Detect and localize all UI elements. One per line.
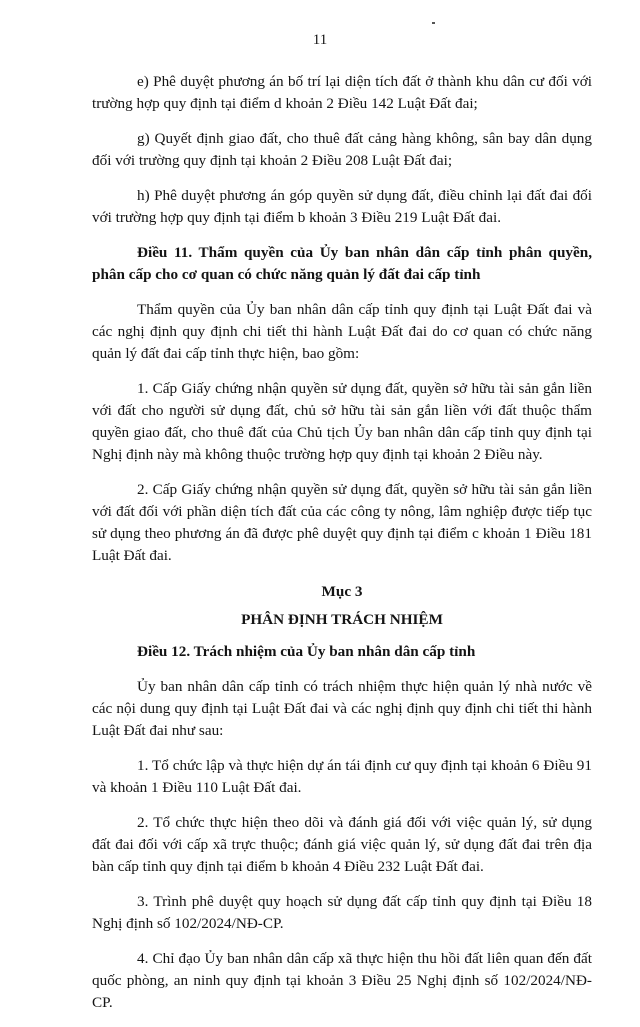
article-11-intro: Thẩm quyền của Ủy ban nhân dân cấp tỉnh quy định tại Luật Đất đai và các nghị định quy định chi tiết thi hành Luật Đất đai do cơ quan có chức năng quản lý đất đai cấp tỉnh thực hiện, bao gồm: [92,301,592,362]
article-12-item-3: 3. Trình phê duyệt quy hoạch sử dụng đất cấp tỉnh quy định tại Điều 18 Nghị định số 102/2024/NĐ-CP. [92,893,592,932]
article-11-item-2: 2. Cấp Giấy chứng nhận quyền sử dụng đất, quyền sở hữu tài sản gắn liền với đất đối với phần diện tích đất của các công ty nông, lâm nghiệp được tiếp tục sử dụng theo phương án đã được phê duyệt quy định tại điểm c khoản 1 Điều 181 Luật Đất đai. [92,481,592,564]
article-12-item-2: 2. Tổ chức thực hiện theo dõi và đánh giá đối với việc quản lý, sử dụng đất đai đối với cấp xã trực thuộc; đánh giá việc quản lý, sử dụng đất đai trên địa bàn cấp tỉnh quy định tại điểm b khoản 4 Điều 232 Luật Đất đai. [92,814,592,875]
section-number: Mục 3 [321,583,363,600]
scan-mark [432,22,435,24]
article-11-title: Điều 11. Thẩm quyền của Ủy ban nhân dân cấp tỉnh phân quyền, phân cấp cho cơ quan có chức năng quản lý đất đai cấp tỉnh [92,244,592,283]
page-number: 11 [312,32,328,48]
article-12-intro: Ủy ban nhân dân cấp tỉnh có trách nhiệm thực hiện quản lý nhà nước về các nội dung quy định tại Luật Đất đai và các nghị định quy định chi tiết thi hành Luật Đất đai như sau: [92,678,592,739]
document-body [92,71,592,1027]
paragraph-item-e: e) Phê duyệt phương án bố trí lại diện tích đất ở thành khu dân cư đối với trường hợp quy định tại điểm d khoản 2 Điều 142 Luật Đất đai; [92,73,592,112]
article-12-item-4: 4. Chỉ đạo Ủy ban nhân dân cấp xã thực hiện thu hồi đất liên quan đến đất quốc phòng, an ninh quy định tại khoản 3 Điều 25 Nghị định số 102/2024/NĐ-CP. [92,950,592,1011]
paragraph-item-g: g) Quyết định giao đất, cho thuê đất cảng hàng không, sân bay dân dụng đối với trường quy định tại khoản 2 Điều 208 Luật Đất đai; [92,130,592,169]
paragraph-item-h: h) Phê duyệt phương án góp quyền sử dụng đất, điều chỉnh lại đất đai đối với trường hợp quy định tại điểm b khoản 3 Điều 219 Luật Đất đai. [92,187,592,226]
section-title: PHÂN ĐỊNH TRÁCH NHIỆM [241,611,443,628]
article-12-title: Điều 12. Trách nhiệm của Ủy ban nhân dân cấp tỉnh [137,643,476,660]
article-11-item-1: 1. Cấp Giấy chứng nhận quyền sử dụng đất, quyền sở hữu tài sản gắn liền với đất cho người sử dụng đất, chủ sở hữu tài sản gắn liền với đất thuộc thẩm quyền giao đất, cho thuê đất của Chủ tịch Ủy ban nhân dân cấp tỉnh quy định tại Nghị định này mà không thuộc trường hợp quy định tại khoản 2 Điều này. [92,380,592,463]
article-12-item-1: 1. Tổ chức lập và thực hiện dự án tái định cư quy định tại khoản 6 Điều 91 và khoản 1 Điều 110 Luật Đất đai. [92,757,592,796]
